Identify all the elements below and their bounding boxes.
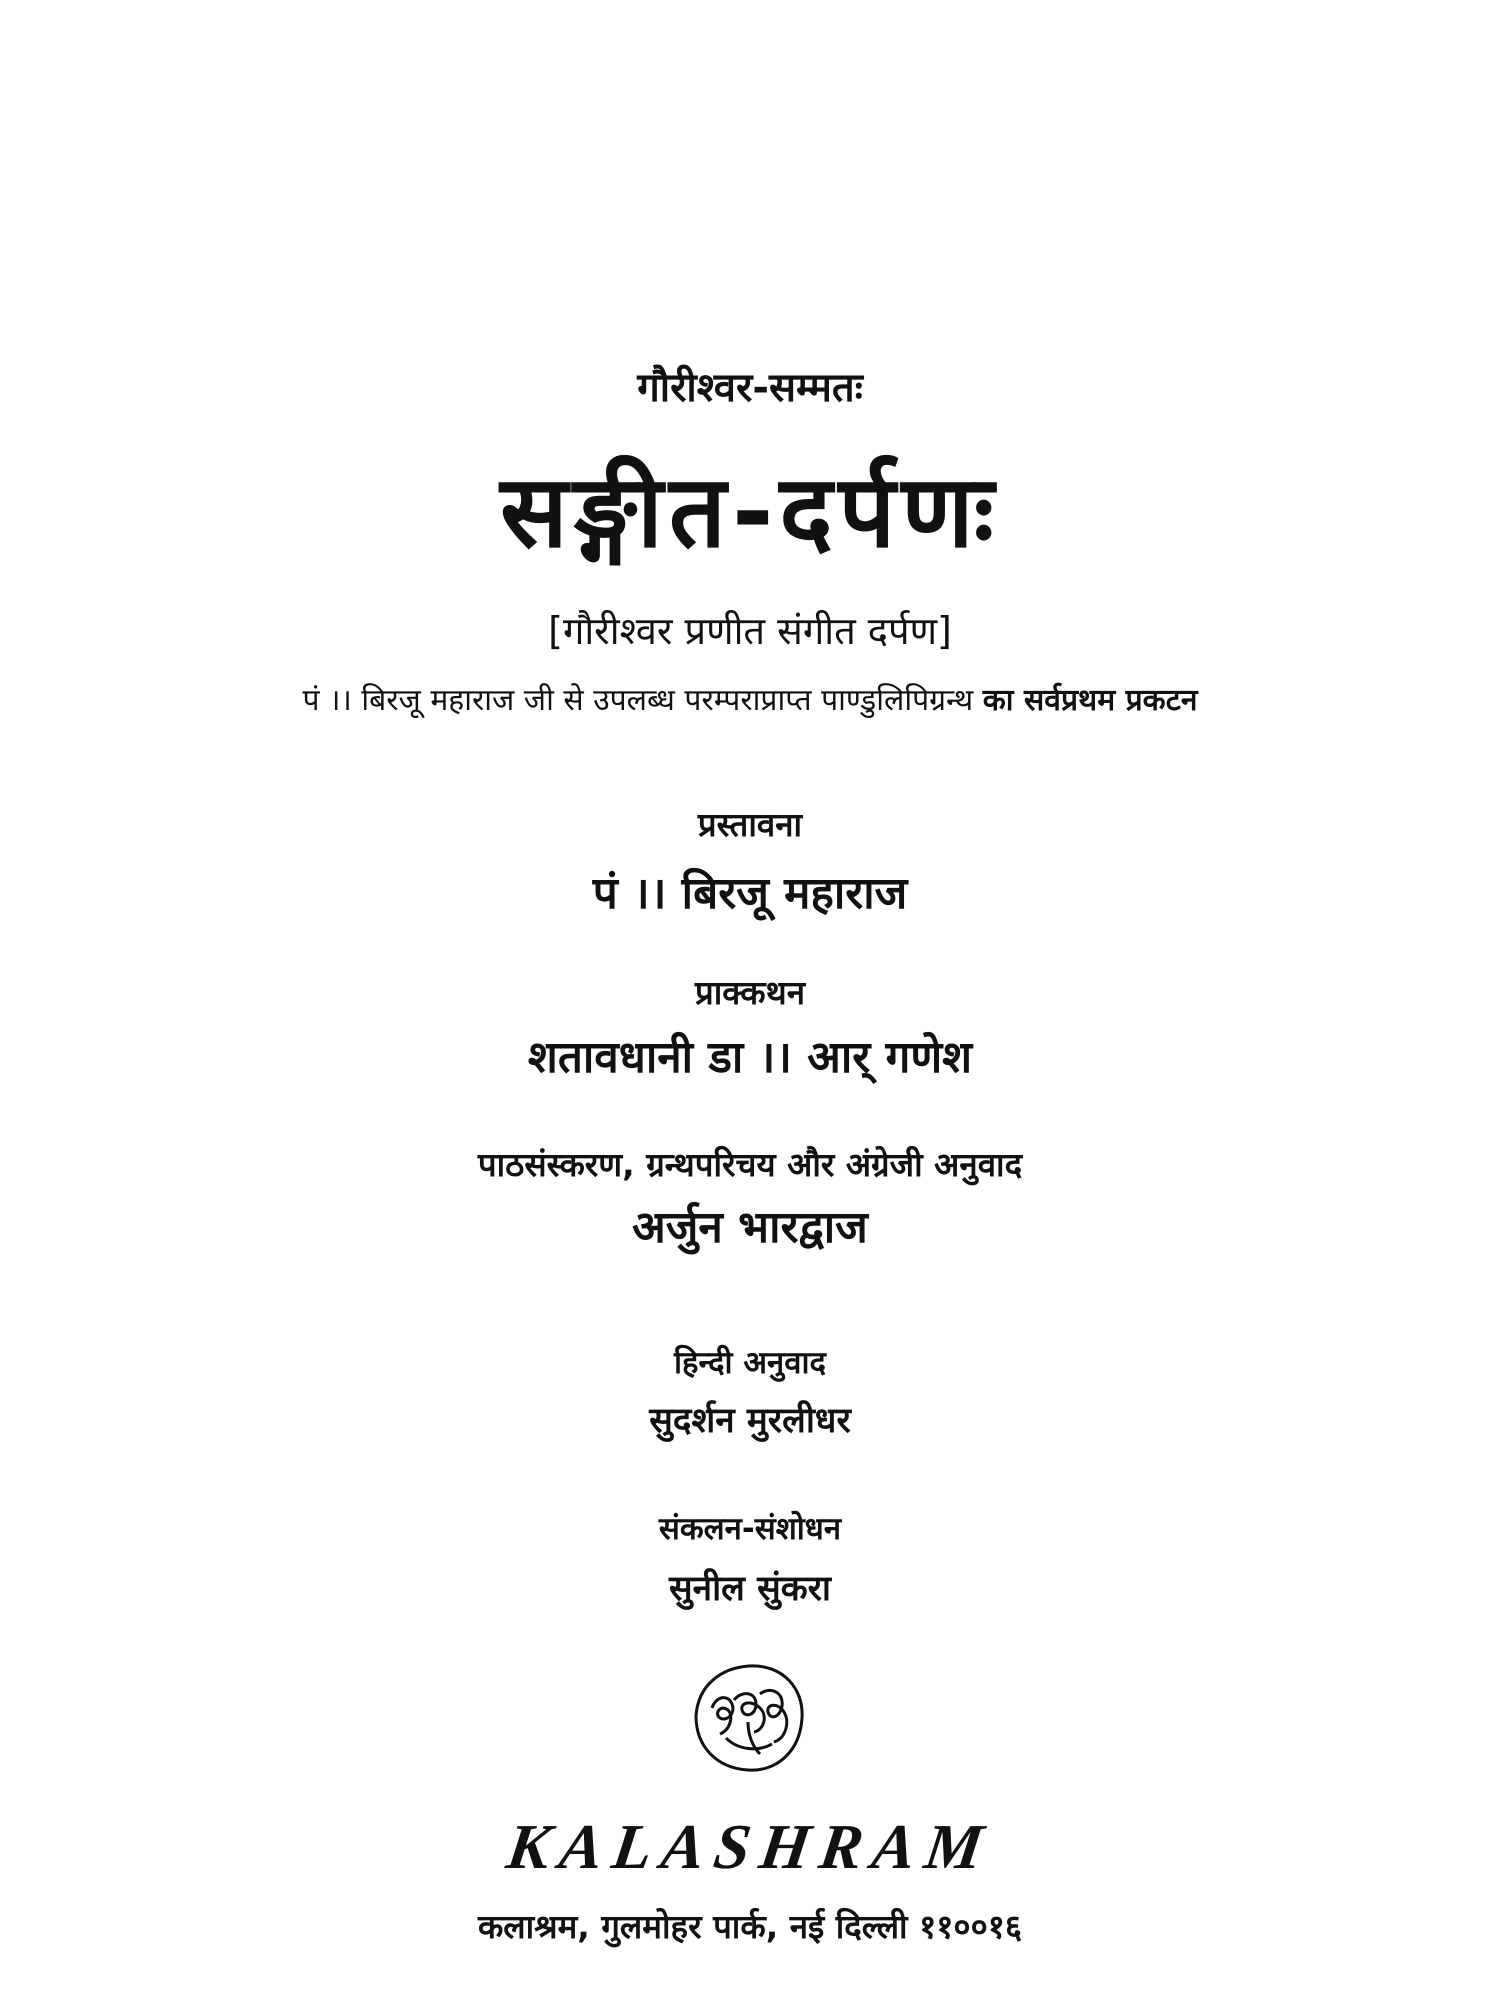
publisher-name: KALASHRAM (502, 1811, 998, 1882)
description-regular: पं ।। बिरजू महाराज जी से उपलब्ध परम्पराप्राप्त पाण्डुलिपिग्रन्थ (302, 683, 983, 718)
book-title: सङ्गीत-दर्पणः (500, 453, 1000, 570)
kalashram-emblem-icon (690, 1660, 808, 1776)
credit-name-foreword: पं ।। बिरजू महाराज (592, 868, 908, 919)
credit-role-compilation: संकलन-संशोधन (658, 1511, 842, 1547)
publisher-address: कलाश्रम, गुलमोहर पार्क, नई दिल्ली ११००१६ (477, 1907, 1023, 1946)
credit-role-foreword: प्रस्तावना (697, 805, 803, 844)
book-description (0, 683, 1500, 718)
credit-role-edition: पाठसंस्करण, ग्रन्थपरिचय और अंग्रेजी अनुवाद (477, 1145, 1023, 1184)
description-bold: का सर्वप्रथम प्रकटन (982, 683, 1198, 718)
credit-role-preface: प्राक्कथन (694, 973, 806, 1012)
book-subtitle: [गौरीश्वर प्रणीत संगीत दर्पण] (548, 609, 952, 653)
credit-name-preface: शतावधानी डा ।। आर् गणेश (527, 1032, 973, 1083)
credit-name-compilation: सुनील सुंकरा (669, 1569, 831, 1609)
credit-name-edition: अर्जुन भारद्वाज (632, 1202, 868, 1253)
credit-role-hindi-translation: हिन्दी अनुवाद (674, 1345, 826, 1381)
supertitle: गौरीश्वर-सम्मतः (637, 365, 863, 411)
credit-name-hindi-translation: सुदर्शन मुरलीधर (649, 1401, 851, 1441)
